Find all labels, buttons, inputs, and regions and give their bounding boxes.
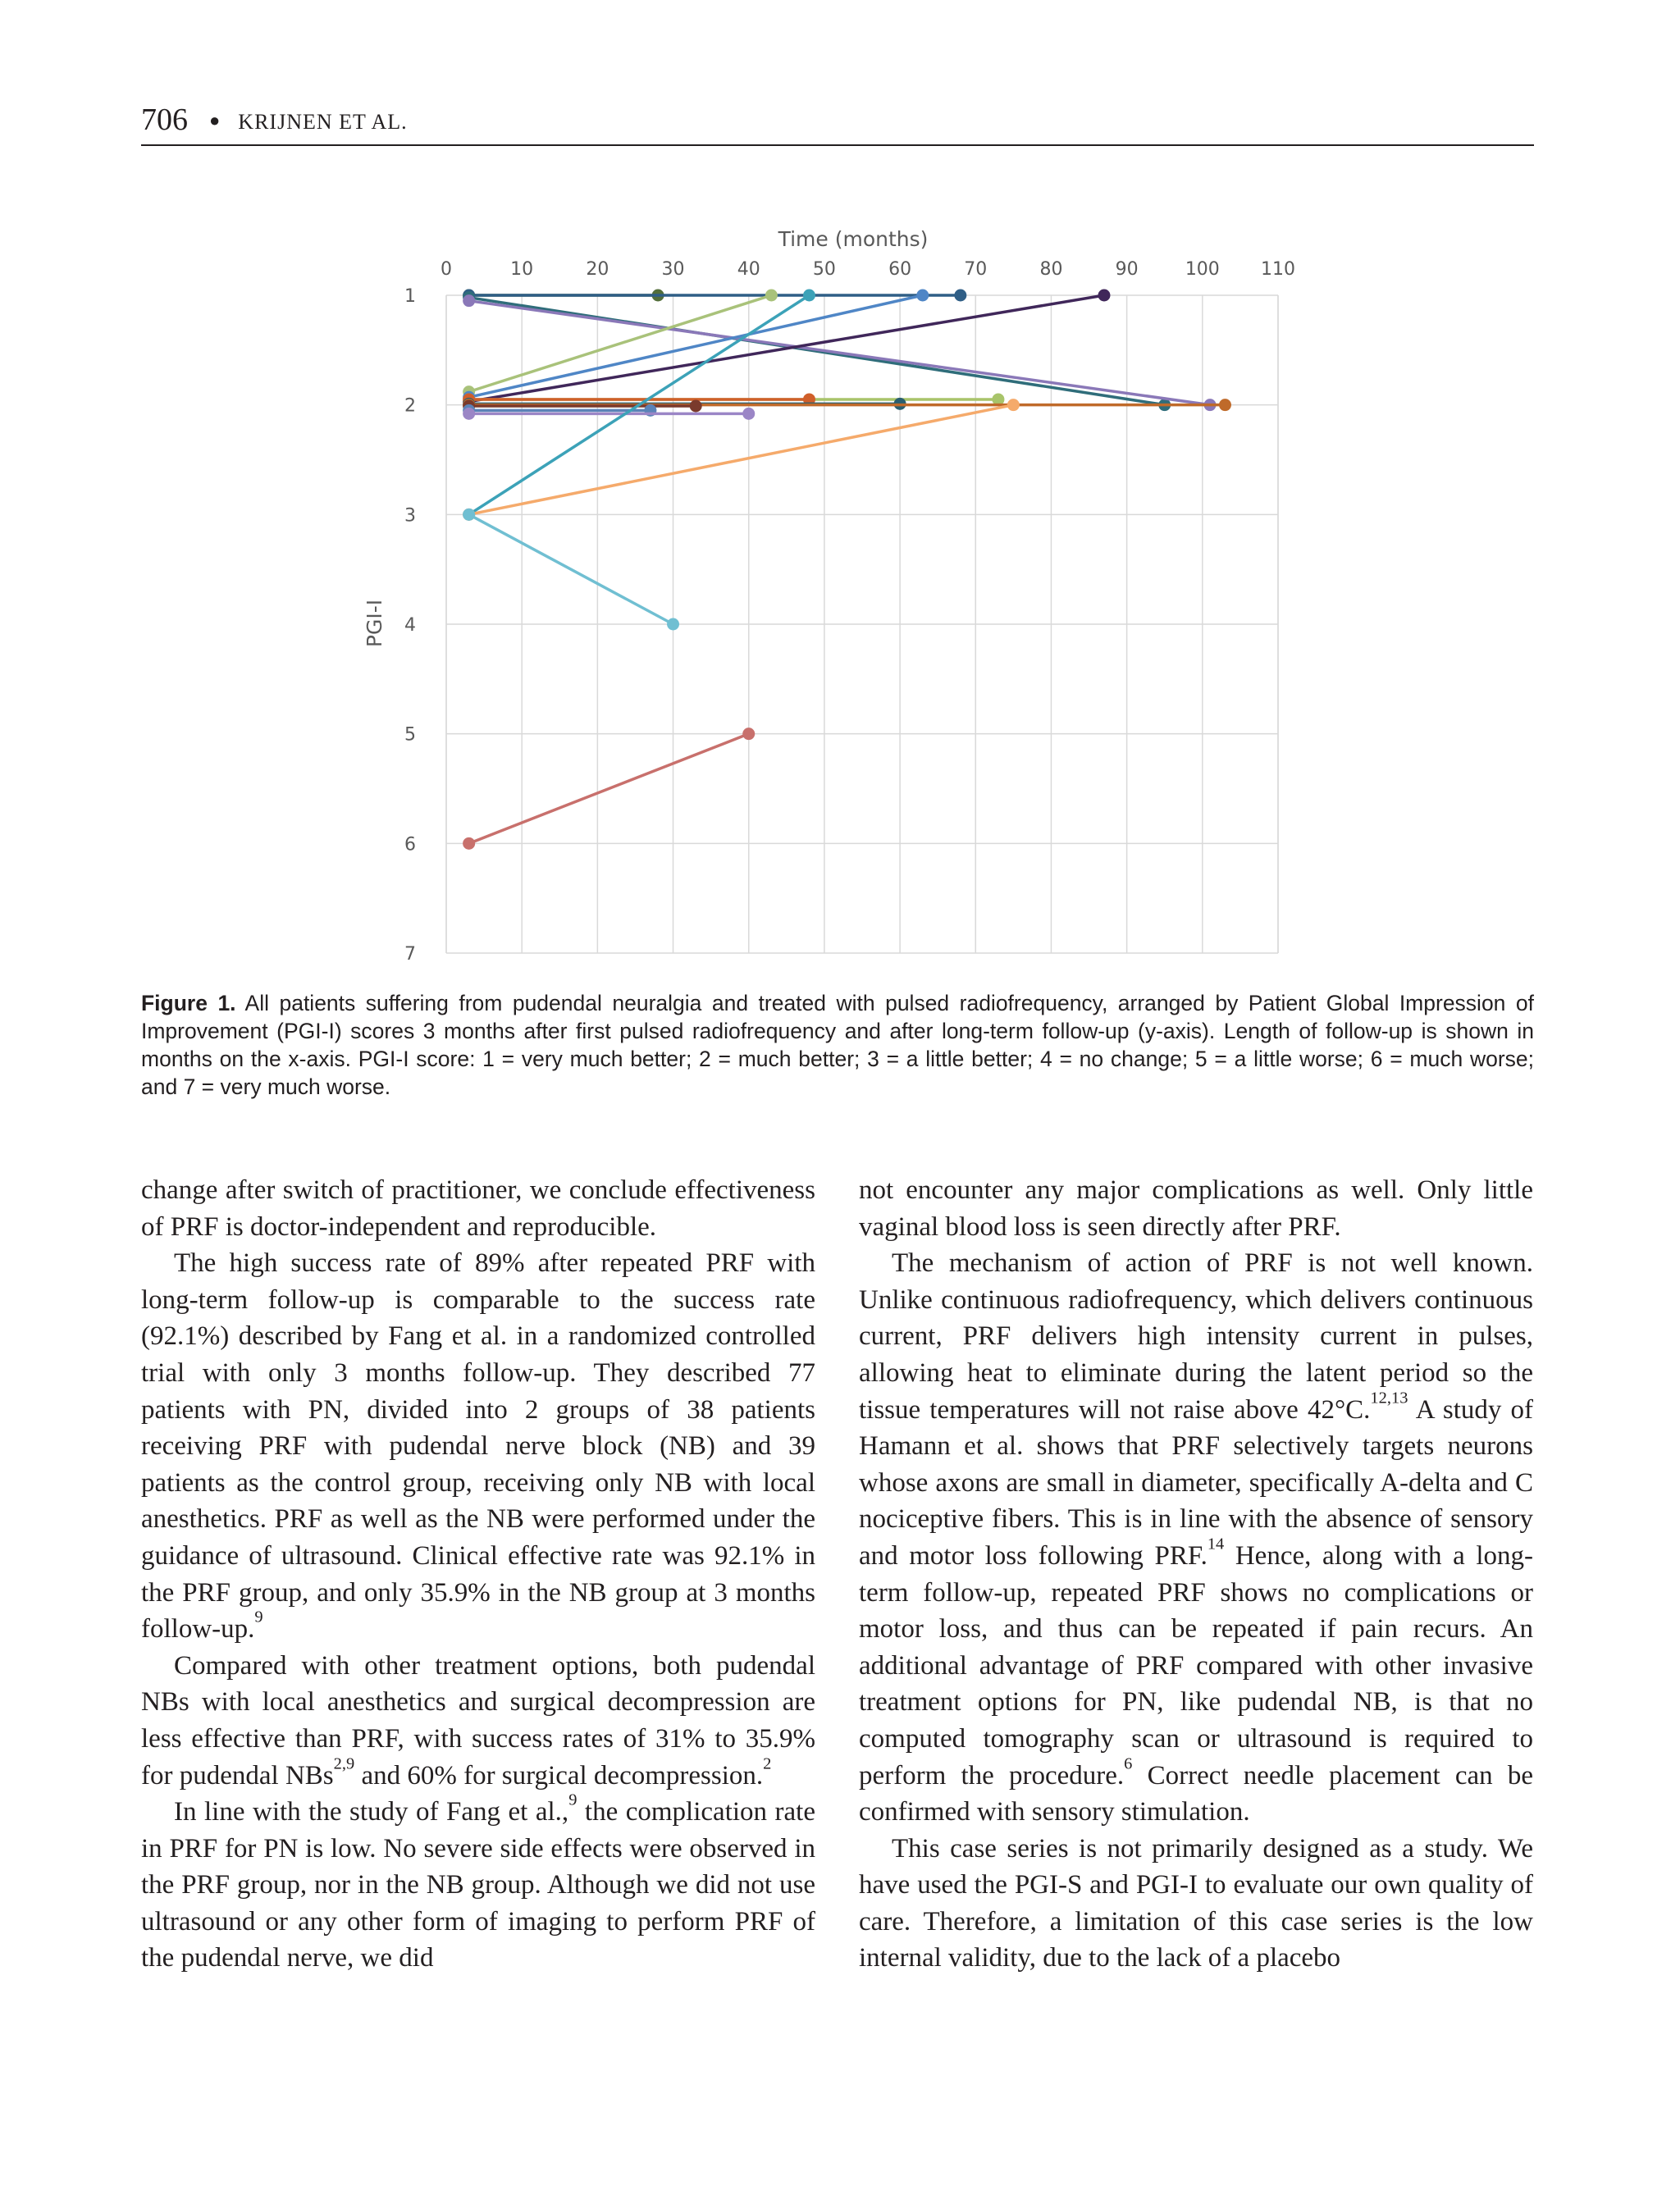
series-line	[469, 514, 673, 624]
series-16	[463, 399, 1020, 521]
x-axis-title: Time (months)	[778, 227, 929, 251]
paragraph: Compared with other treatment options, both pudendal NBs with local anesthetics and surgical decompression are less effective than PRF, with success rates of 31% to 35.9% for pudendal NBs$^{2,9}$ and 60% for surgical decompression.$^2$	[141, 1650, 815, 1791]
y-tick-label: 3	[404, 505, 416, 527]
y-tick-label: 1	[404, 286, 416, 307]
data-point	[742, 728, 755, 740]
x-tick-label: 30	[661, 259, 685, 280]
page-number: 706	[141, 103, 188, 137]
data-point	[463, 837, 475, 850]
data-point	[765, 290, 778, 302]
series-line	[469, 734, 749, 844]
x-tick-label: 60	[888, 259, 912, 280]
y-tick-label: 5	[404, 724, 416, 746]
data-point	[1007, 399, 1020, 411]
x-tick-label: 110	[1261, 259, 1295, 280]
series-18	[463, 728, 755, 850]
paragraph: This case series is not primarily designed as a study. We have used the PGI-S and PGI-I to evaluate our own quality of care. Therefore, a limitation of this case series is the low internal validity, due to the lack of a placebo	[859, 1833, 1533, 1973]
x-tick-label: 50	[812, 259, 836, 280]
citation-ref: 12,13	[1370, 1389, 1408, 1407]
citation-ref: 9	[254, 1608, 263, 1626]
y-tick-label: 7	[404, 944, 416, 960]
y-tick-label: 4	[404, 615, 416, 636]
x-tick-label: 0	[441, 259, 452, 280]
chart-grid	[446, 295, 1278, 953]
body-column-left	[141, 1172, 815, 1977]
data-point	[1219, 399, 1231, 411]
y-tick-labels	[404, 286, 416, 960]
caption-text: All patients suffering from pudendal neuralgia and treated with pulsed radiofrequency, arranged by Patient Global Impression of Improvement (PGI-I) scores 3 months after first pulsed radiofrequency and after long-term follow-up (y-axis). Length of follow-up is shown in months on the x-axis. PGI-I score: 1 = very much better; 2 = much better; 3 = a little better; 4 = no change; 5 = a little worse; 6 = much worse; and 7 = very much worse.	[141, 991, 1534, 1099]
running-header	[141, 103, 1534, 146]
data-point	[916, 290, 929, 302]
data-point	[803, 290, 815, 302]
series-line	[469, 301, 1210, 405]
series-4	[463, 294, 1216, 411]
citation-ref: 9	[568, 1791, 578, 1809]
data-point	[690, 400, 702, 413]
y-tick-label: 6	[404, 834, 416, 855]
data-point	[667, 618, 679, 631]
series-17	[463, 509, 679, 631]
x-tick-label: 90	[1115, 259, 1139, 280]
series-line	[469, 405, 1014, 515]
running-title: KRIJNEN ET AL.	[238, 110, 408, 134]
paragraph: change after switch of practitioner, we conclude effectiveness of PRF is doctor-independent and reproducible.	[141, 1175, 815, 1242]
chart-series	[463, 290, 1231, 850]
paragraph: not encounter any major complications as well. Only little vaginal blood loss is seen directly after PRF.	[859, 1175, 1533, 1242]
x-tick-label: 80	[1039, 259, 1063, 280]
series-line	[469, 298, 1165, 405]
data-point	[954, 290, 966, 302]
figure-caption	[141, 989, 1534, 1101]
paragraph: The mechanism of action of PRF is not well known. Unlike continuous radiofrequency, which delivers continuous current, PRF delivers high intensity current in pulses, allowing heat to eliminate during the latent period so the tissue temperatures will not raise above 42°C.$^{12,13}$ A study of Hamann et al. shows that PRF selectively targets neurons whose axons are small in diameter, specifically A-delta and C nociceptive fibers. This is in line with the absence of sensory and motor loss following PRF.$^{14}$ Hence, along with a long-term follow-up, repeated PRF shows no complications or motor loss, and thus can be repeated if pain recurs. An additional advantage of PRF compared with other invasive treatment options for PN, like pudendal NB, is that no computed tomography scan or ultrasound is required to perform the procedure.$^6$ Correct needle placement can be confirmed with sensory stimulation.	[859, 1248, 1534, 1827]
x-tick-label: 100	[1185, 259, 1220, 280]
paragraph: The high success rate of 89% after repeated PRF with long-term follow-up is comparable to the success rate (92.1%) described by Fang et al. in a randomized controlled trial with only 3 months follow-up. They described 77 patients with PN, divided into 2 groups of 38 patients receiving PRF with pudendal nerve block (NB) and 39 patients as the control group, receiving only NB with local anesthetics. PRF as well as the NB were performed under the guidance of ultrasound. Clinical effective rate was 92.1% in the PRF group, and only 35.9% in the NB group at 3 months follow-up.$^9$	[141, 1248, 815, 1645]
x-tick-label: 20	[586, 259, 609, 280]
citation-ref: 6	[1124, 1754, 1133, 1773]
data-point	[1098, 290, 1110, 302]
citation-ref: 2,9	[333, 1754, 355, 1773]
series-3	[463, 291, 1171, 411]
y-axis-title: PGI-I	[363, 599, 386, 648]
x-tick-label: 40	[737, 259, 760, 280]
data-point	[463, 408, 475, 420]
data-point	[742, 408, 755, 420]
series-2	[463, 290, 966, 302]
data-point	[463, 294, 475, 307]
citation-ref: 2	[763, 1754, 772, 1773]
figure-label: Figure 1.	[141, 991, 236, 1015]
pgi-i-line-chart	[345, 221, 1304, 960]
x-tick-labels	[441, 259, 1295, 280]
y-tick-label: 2	[404, 395, 416, 417]
series-7	[463, 290, 1110, 408]
x-tick-label: 70	[964, 259, 988, 280]
body-column-right	[859, 1172, 1533, 1977]
paragraph: In line with the study of Fang et al.,$^9$ the complication rate in PRF for PN is low. No severe side effects were observed in the PRF group, nor in the NB group. Although we did not use ultrasound or any other form of imaging to perform PRF of the pudendal nerve, we did	[141, 1791, 815, 1973]
data-point	[463, 509, 475, 521]
citation-ref: 14	[1207, 1535, 1225, 1553]
x-tick-label: 10	[510, 259, 534, 280]
bullet-separator-icon: ●	[209, 110, 221, 130]
